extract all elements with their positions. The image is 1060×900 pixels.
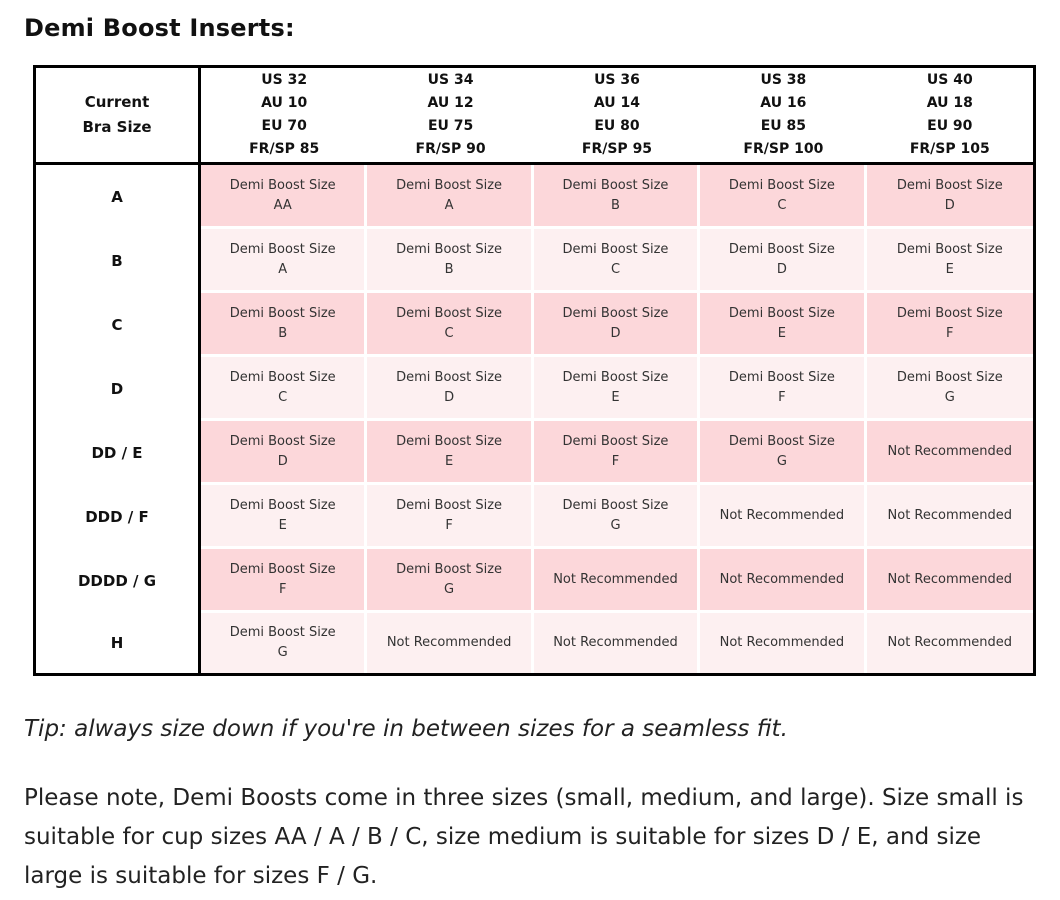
cell-text: B bbox=[444, 261, 454, 277]
table-body bbox=[36, 165, 1033, 673]
size-cell bbox=[201, 229, 367, 293]
size-cell bbox=[700, 549, 866, 613]
table-row bbox=[36, 165, 1033, 229]
header-line: FR/SP 95 bbox=[581, 141, 653, 157]
size-cell bbox=[201, 421, 367, 485]
cell-text: Demi Boost Size bbox=[562, 177, 669, 193]
cell-text: Demi Boost Size bbox=[396, 497, 503, 513]
row-label: C bbox=[36, 293, 201, 357]
table-row bbox=[36, 549, 1033, 613]
header-line: AU 14 bbox=[593, 95, 641, 111]
cell-text: F bbox=[946, 325, 954, 341]
row-label: D bbox=[36, 357, 201, 421]
header-line: EU 75 bbox=[427, 118, 474, 134]
cell-text: Demi Boost Size bbox=[396, 305, 503, 321]
cell-text: E bbox=[945, 261, 954, 277]
size-cell bbox=[201, 613, 367, 673]
table-row bbox=[36, 229, 1033, 293]
size-cell bbox=[367, 165, 533, 229]
size-cell bbox=[367, 549, 533, 613]
size-cell bbox=[534, 485, 700, 549]
cell-text: Not Recommended bbox=[887, 635, 1013, 651]
size-cell bbox=[367, 293, 533, 357]
cell-text: F bbox=[278, 581, 287, 597]
cell-text: Demi Boost Size bbox=[896, 369, 1003, 385]
cell-text: G bbox=[610, 517, 621, 533]
header-line: FR/SP 105 bbox=[909, 141, 990, 157]
cell-text: Not Recommended bbox=[719, 507, 845, 523]
cell-text: Not Recommended bbox=[887, 507, 1013, 523]
cell-text: D bbox=[944, 197, 955, 213]
size-cell bbox=[534, 549, 700, 613]
row-label: DDDD / G bbox=[36, 549, 201, 613]
size-cell bbox=[867, 229, 1033, 293]
header-line: US 36 bbox=[594, 72, 640, 88]
cell-text: B bbox=[611, 197, 620, 213]
cell-text: Demi Boost Size bbox=[229, 177, 336, 193]
header-line: US 34 bbox=[427, 72, 474, 88]
column-header-us32 bbox=[201, 68, 367, 165]
table-row bbox=[36, 421, 1033, 485]
cell-text: D bbox=[444, 389, 455, 405]
size-cell bbox=[867, 549, 1033, 613]
header-line: US 32 bbox=[261, 72, 308, 88]
cell-text: Not Recommended bbox=[553, 635, 678, 651]
cell-text: G bbox=[444, 581, 455, 597]
page-title: Demi Boost Inserts: bbox=[24, 14, 295, 42]
corner-line: Current bbox=[84, 93, 150, 111]
size-cell bbox=[367, 485, 533, 549]
header-line: FR/SP 85 bbox=[249, 141, 320, 157]
cell-text: E bbox=[278, 517, 287, 533]
cell-text: Demi Boost Size bbox=[229, 369, 336, 385]
cell-text: D bbox=[776, 261, 787, 277]
row-label: H bbox=[36, 613, 201, 673]
cell-text: Demi Boost Size bbox=[396, 561, 503, 577]
row-label: DDD / F bbox=[36, 485, 201, 549]
size-cell bbox=[201, 485, 367, 549]
header-line: FR/SP 100 bbox=[743, 141, 824, 157]
cell-text: Demi Boost Size bbox=[229, 305, 336, 321]
size-cell bbox=[700, 421, 866, 485]
cell-text: E bbox=[444, 453, 454, 469]
cell-text: G bbox=[277, 645, 288, 661]
cell-text: F bbox=[611, 453, 620, 469]
header-line: AU 16 bbox=[760, 95, 807, 111]
size-cell bbox=[867, 485, 1033, 549]
header-row bbox=[36, 68, 1033, 165]
cell-text: A bbox=[444, 197, 454, 213]
size-cell bbox=[367, 229, 533, 293]
cell-text: C bbox=[278, 389, 288, 405]
cell-text: Demi Boost Size bbox=[229, 625, 336, 641]
header-line: EU 85 bbox=[760, 118, 807, 134]
cell-text: Demi Boost Size bbox=[396, 369, 503, 385]
cell-text: Demi Boost Size bbox=[896, 305, 1003, 321]
header-line: EU 70 bbox=[261, 118, 307, 134]
table-row bbox=[36, 293, 1033, 357]
cell-text: Demi Boost Size bbox=[728, 369, 835, 385]
cell-text: Demi Boost Size bbox=[229, 433, 336, 449]
size-cell bbox=[700, 357, 866, 421]
row-label: B bbox=[36, 229, 201, 293]
cell-text: Demi Boost Size bbox=[562, 433, 669, 449]
size-table bbox=[36, 68, 1033, 673]
column-header-us38 bbox=[700, 68, 866, 165]
table-row bbox=[36, 485, 1033, 549]
row-label: DD / E bbox=[36, 421, 201, 485]
size-cell bbox=[367, 613, 533, 673]
cell-text: Demi Boost Size bbox=[396, 177, 503, 193]
cell-text: Demi Boost Size bbox=[562, 241, 669, 257]
cell-text: Not Recommended bbox=[719, 571, 845, 587]
cell-text: Demi Boost Size bbox=[728, 241, 835, 257]
size-cell bbox=[201, 293, 367, 357]
size-cell bbox=[700, 293, 866, 357]
size-cell bbox=[700, 613, 866, 673]
cell-text: Not Recommended bbox=[386, 635, 512, 651]
size-cell bbox=[867, 357, 1033, 421]
header-line: AU 10 bbox=[261, 95, 308, 111]
header-line: FR/SP 90 bbox=[415, 141, 486, 157]
cell-text: C bbox=[444, 325, 454, 341]
size-cell bbox=[867, 421, 1033, 485]
size-cell bbox=[201, 549, 367, 613]
cell-text: Demi Boost Size bbox=[229, 497, 336, 513]
cell-text: Demi Boost Size bbox=[896, 241, 1003, 257]
cell-text: Demi Boost Size bbox=[562, 369, 669, 385]
cell-text: D bbox=[277, 453, 288, 469]
size-cell bbox=[700, 485, 866, 549]
cell-text: Not Recommended bbox=[887, 443, 1013, 459]
cell-text: AA bbox=[273, 197, 292, 213]
cell-text: Demi Boost Size bbox=[562, 305, 669, 321]
column-header-us34 bbox=[367, 68, 533, 165]
cell-text: Not Recommended bbox=[719, 635, 845, 651]
size-cell bbox=[534, 421, 700, 485]
size-cell bbox=[367, 421, 533, 485]
size-cell bbox=[201, 357, 367, 421]
cell-text: A bbox=[278, 261, 288, 277]
cell-text: Demi Boost Size bbox=[728, 177, 835, 193]
cell-text: Not Recommended bbox=[887, 571, 1013, 587]
size-cell bbox=[700, 229, 866, 293]
size-cell bbox=[867, 293, 1033, 357]
sizing-note: Please note, Demi Boosts come in three sizes (small, medium, and large). Size small is suitable for cup sizes AA / A / B / C, size medium is suitable for sizes D / E, and size large is suitable for sizes F / G. bbox=[24, 785, 1024, 889]
size-cell bbox=[534, 293, 700, 357]
cell-text: C bbox=[777, 197, 787, 213]
cell-text: Demi Boost Size bbox=[896, 177, 1003, 193]
cell-text: G bbox=[776, 453, 787, 469]
size-cell bbox=[534, 229, 700, 293]
size-cell bbox=[534, 613, 700, 673]
column-header-us40 bbox=[867, 68, 1033, 165]
cell-text: F bbox=[778, 389, 786, 405]
header-line: US 40 bbox=[926, 72, 973, 88]
cell-text: Demi Boost Size bbox=[728, 433, 835, 449]
size-cell bbox=[367, 357, 533, 421]
size-cell bbox=[700, 165, 866, 229]
cell-text: Demi Boost Size bbox=[396, 241, 503, 257]
cell-text: D bbox=[610, 325, 621, 341]
cell-text: F bbox=[445, 517, 453, 533]
table-row bbox=[36, 613, 1033, 673]
cell-text: B bbox=[278, 325, 288, 341]
size-cell bbox=[867, 613, 1033, 673]
cell-text: Demi Boost Size bbox=[562, 497, 669, 513]
header-line: AU 12 bbox=[427, 95, 474, 111]
size-cell bbox=[534, 165, 700, 229]
cell-text: E bbox=[611, 389, 620, 405]
header-line: AU 18 bbox=[926, 95, 973, 111]
cell-text: G bbox=[944, 389, 955, 405]
header-line: EU 80 bbox=[594, 118, 640, 134]
size-chart-table bbox=[33, 65, 1036, 676]
cell-text: C bbox=[610, 261, 621, 277]
corner-header bbox=[36, 68, 201, 165]
header-line: US 38 bbox=[760, 72, 807, 88]
cell-text: E bbox=[777, 325, 786, 341]
sizing-tip: Tip: always size down if you're in between sizes for a seamless fit. bbox=[24, 716, 788, 742]
cell-text: Demi Boost Size bbox=[229, 561, 336, 577]
cell-text: Demi Boost Size bbox=[396, 433, 503, 449]
size-cell bbox=[534, 357, 700, 421]
row-label: A bbox=[36, 165, 201, 229]
table-row bbox=[36, 357, 1033, 421]
cell-text: Not Recommended bbox=[553, 571, 678, 587]
size-cell bbox=[867, 165, 1033, 229]
header-line: EU 90 bbox=[927, 118, 973, 134]
size-cell bbox=[201, 165, 367, 229]
cell-text: Demi Boost Size bbox=[229, 241, 336, 257]
column-header-us36 bbox=[534, 68, 700, 165]
corner-line: Bra Size bbox=[82, 118, 152, 136]
cell-text: Demi Boost Size bbox=[728, 305, 835, 321]
